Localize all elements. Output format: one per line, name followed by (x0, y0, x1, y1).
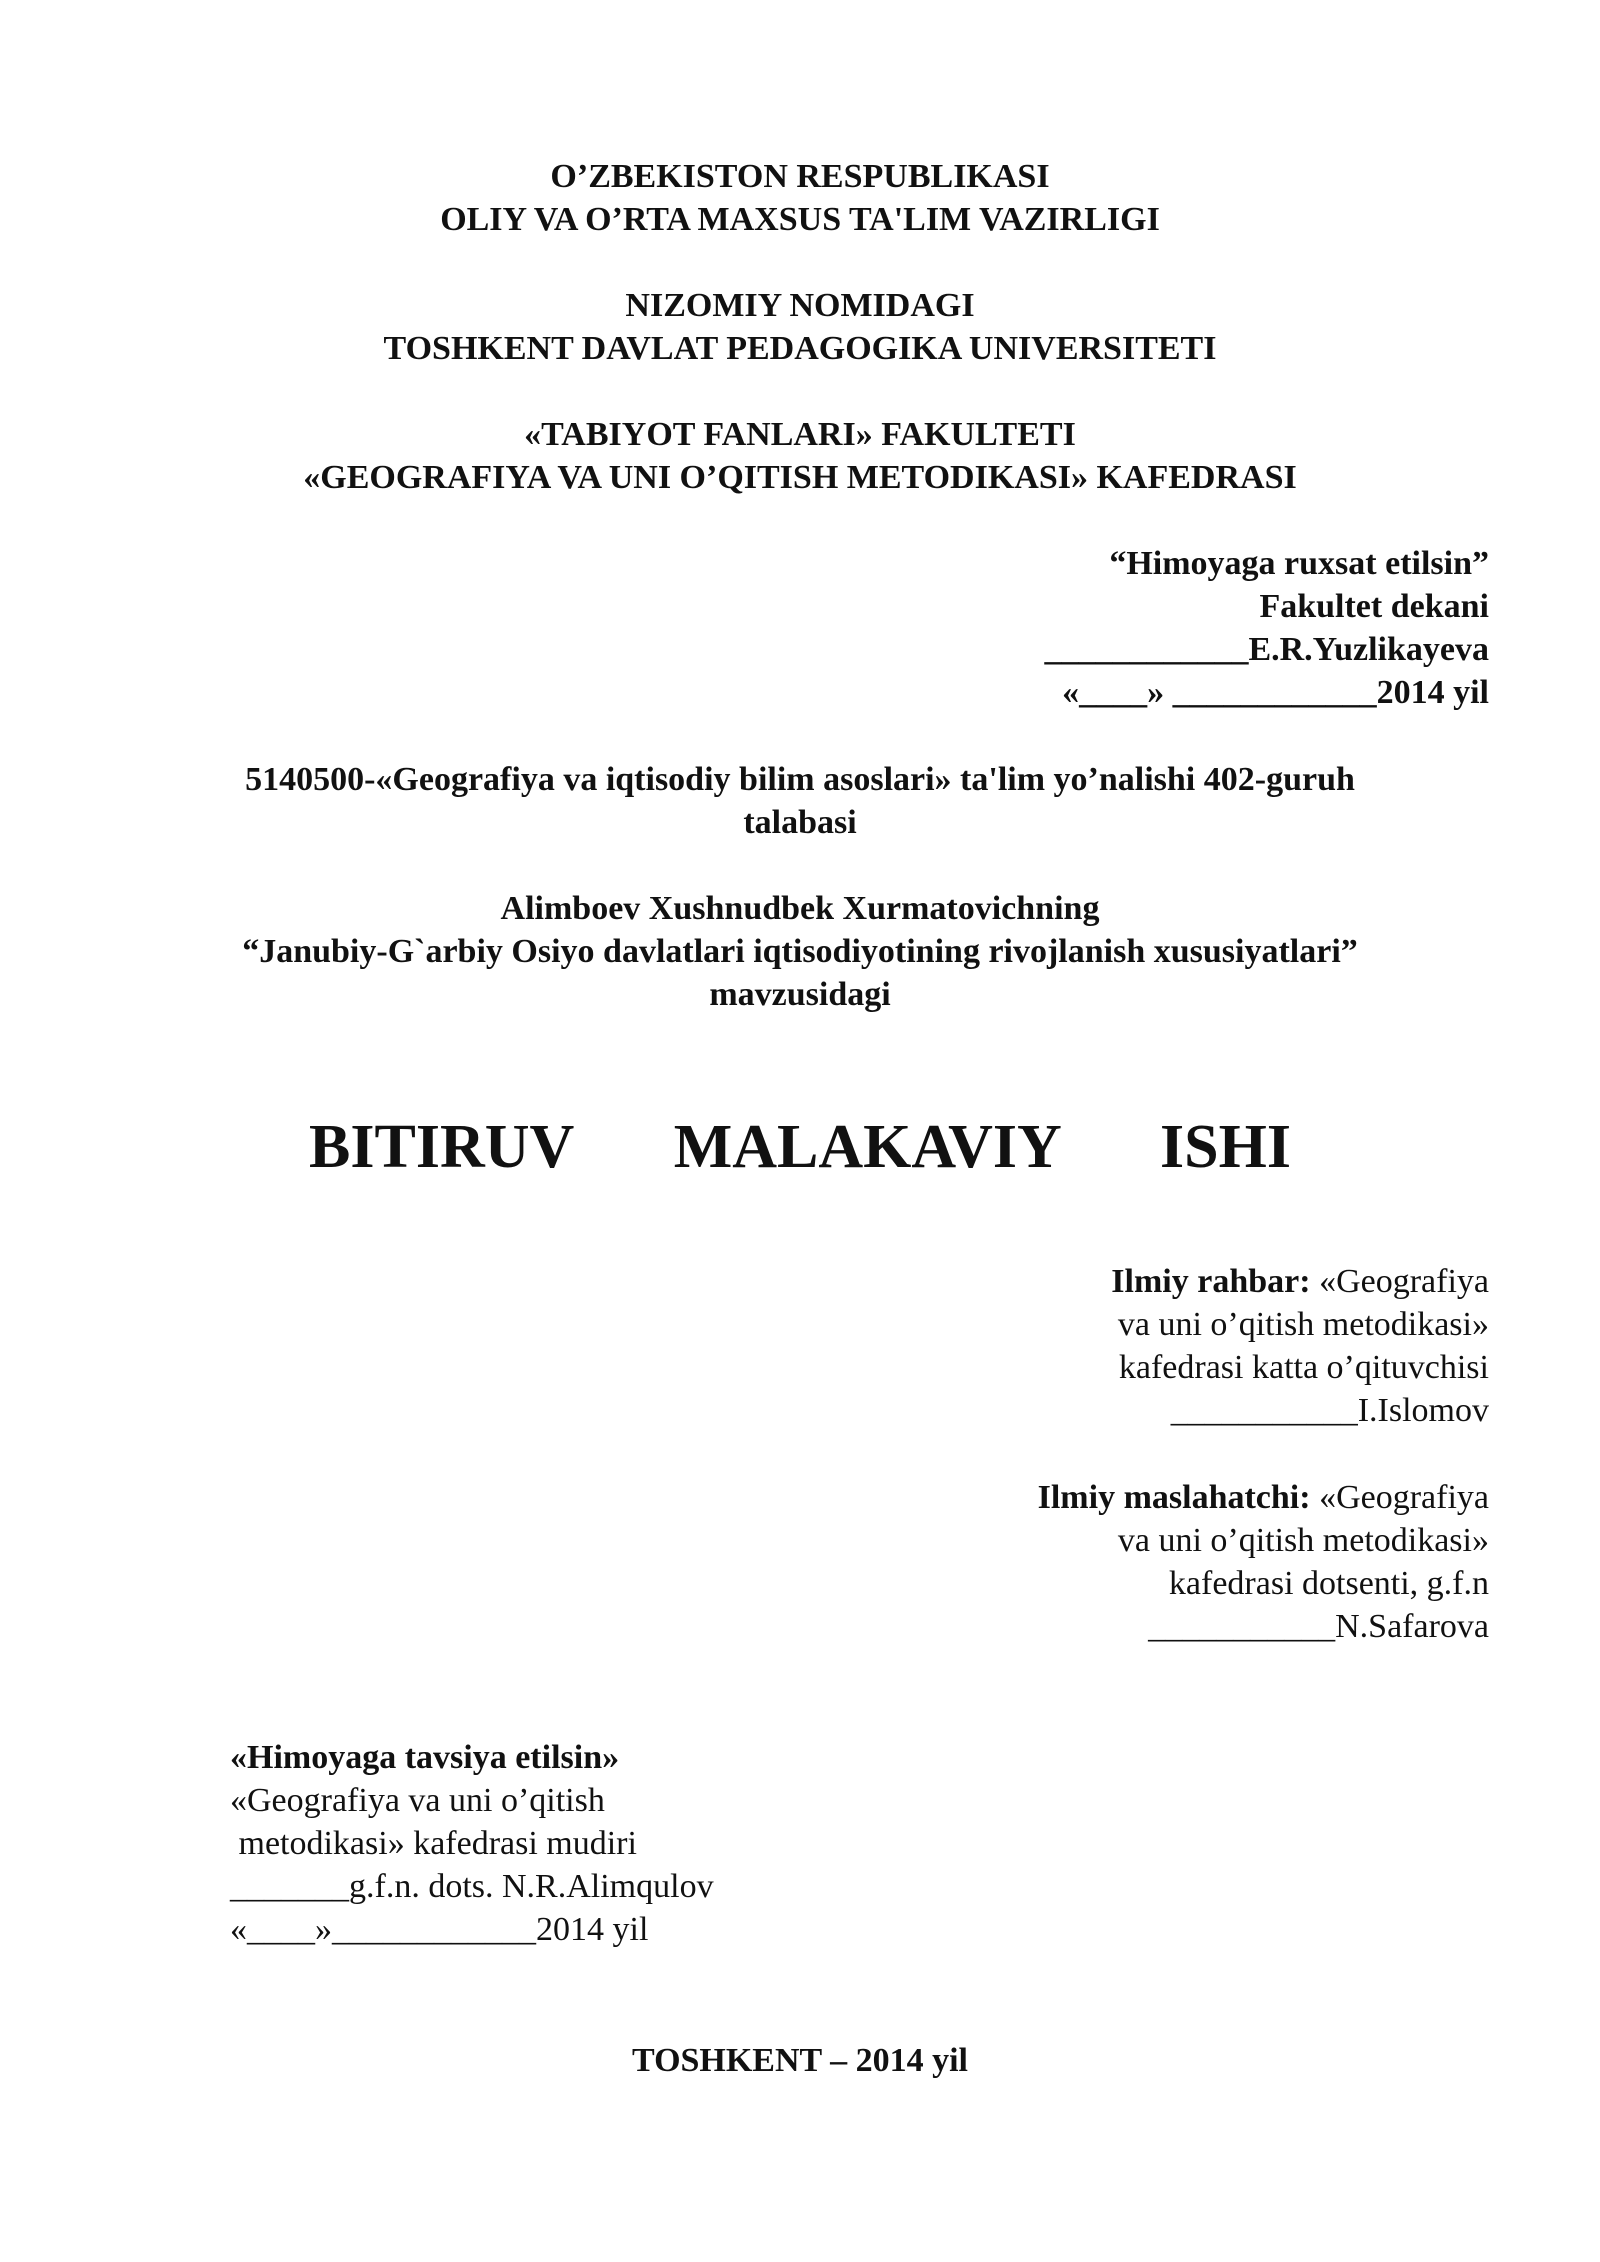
recommendation-line2: «Geografiya va uni o’qitish (230, 1782, 605, 1819)
supervisor-line3: kafedrasi katta o’qituvchisi (1118, 1349, 1489, 1386)
consultant-signature: ___________N.Safarova (1148, 1608, 1489, 1645)
recommendation-signature: _______g.f.n. dots. N.R.Alimqulov (230, 1868, 714, 1905)
header-faculty: «TABIYOT FANLARI» FAKULTETI (524, 416, 1076, 453)
thesis-topic: “Janubiy-G`arbiy Osiyo davlatlari iqtisodiyotining rivojlanish xususiyatlari” (242, 933, 1358, 970)
header-republic: O’ZBEKISTON RESPUBLIKASI (550, 158, 1050, 195)
supervisor-label: Ilmiy rahbar: (1111, 1263, 1311, 1300)
header-university: TOSHKENT DAVLAT PEDAGOGIKA UNIVERSITETI (383, 330, 1217, 367)
document-title: BITIRUV MALAKAVIY ISHI (309, 1113, 1291, 1181)
header-named-after: NIZOMIY NOMIDAGI (625, 287, 975, 324)
recommendation-date: «____»____________2014 yil (230, 1911, 649, 1948)
header-ministry: OLIY VA O’RTA MAXSUS TA'LIM VAZIRLIGI (440, 201, 1160, 238)
footer-city-year: TOSHKENT – 2014 yil (632, 2042, 968, 2079)
topic-suffix: mavzusidagi (709, 976, 891, 1013)
consultant-line3: kafedrasi dotsenti, g.f.n (1168, 1565, 1489, 1602)
approval-heading: “Himoyaga ruxsat etilsin” (1109, 545, 1489, 582)
header-department: «GEOGRAFIYA VA UNI O’QITISH METODIKASI» KAFEDRASI (303, 459, 1297, 496)
recommendation-line3: metodikasi» kafedrasi mudiri (230, 1825, 637, 1862)
supervisor-signature: ___________I.Islomov (1170, 1392, 1489, 1429)
consultant-dept-start: «Geografiya (1310, 1479, 1489, 1516)
recommendation-heading: «Himoyaga tavsiya etilsin» (230, 1739, 620, 1776)
supervisor-dept-start: «Geografiya (1310, 1263, 1489, 1300)
student-role: talabasi (743, 804, 857, 841)
student-name: Alimboev Xushnudbek Xurmatovichning (500, 890, 1100, 927)
approval-signature: ____________E.R.Yuzlikayeva (1044, 631, 1489, 668)
student-program: 5140500-«Geografiya va iqtisodiy bilim asoslari» ta'lim yo’nalishi 402-guruh (245, 761, 1355, 798)
approval-date: «____» ____________2014 yil (1062, 674, 1489, 711)
consultant-label: Ilmiy maslahatchi: (1037, 1479, 1311, 1516)
approval-position: Fakultet dekani (1259, 588, 1489, 625)
consultant-line2: va uni o’qitish metodikasi» (1117, 1522, 1489, 1559)
supervisor-line2: va uni o’qitish metodikasi» (1117, 1306, 1489, 1343)
consultant-line1 (1038, 1481, 1489, 1515)
supervisor-line1 (1111, 1265, 1489, 1299)
